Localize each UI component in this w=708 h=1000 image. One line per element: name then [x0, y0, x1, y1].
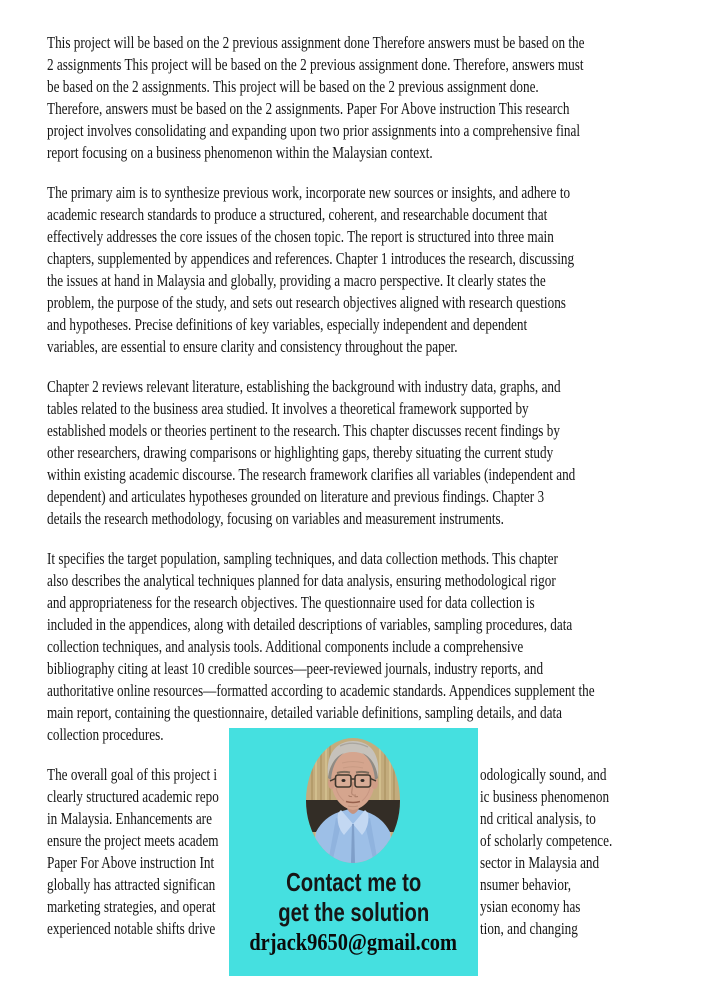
text-line: collection procedures.: [47, 725, 164, 744]
text-line: collection techniques, and analysis tools. Additional components include a comprehensive: [47, 637, 524, 656]
paragraph-4: [47, 548, 661, 746]
text-line-split: Paper For Above instruction Int sector in Malaysia and: [47, 853, 600, 872]
contact-overlay-card: [229, 728, 478, 976]
text-line: Chapter 2 reviews relevant literature, establishing the background with industry data, graphs, and: [47, 377, 561, 396]
text-line-split: globally has attracted significan nsumer behavior,: [47, 875, 572, 894]
text-line: be based on the 2 assignments. This project will be based on the 2 previous assignment done.: [47, 77, 539, 96]
text-line: included in the appendices, along with detailed descriptions of variables, sampling procedures, data: [47, 615, 573, 634]
contact-heading-line1-text: Contact me to: [285, 867, 422, 897]
text-line: 2 assignments This project will be based on the 2 previous assignment done. Therefore, answers must: [47, 55, 584, 74]
elderly-man-portrait-icon: [306, 738, 400, 863]
contact-heading-line2-text: get the solution: [278, 897, 429, 927]
contact-heading-line2: [229, 897, 478, 927]
text-line: effectively addresses the core issues of the chosen topic. The report is structured into three main: [47, 227, 554, 246]
contact-email-text: drjack9650@gmail.com: [249, 930, 458, 956]
text-line: chapters, supplemented by appendices and references. Chapter 1 introduces the research, discussing: [47, 249, 575, 268]
text-line: authoritative online resources—formatted according to academic standards. Appendices supplement the: [47, 681, 595, 700]
paragraph-1: [47, 32, 661, 164]
text-line: This project will be based on the 2 previous assignment done Therefore answers must be based on the: [47, 33, 585, 52]
text-line-split: in Malaysia. Enhancements are nd critical analysis, to: [47, 809, 596, 828]
text-line: academic research standards to produce a structured, coherent, and researchable document that: [47, 205, 548, 224]
contact-email: [229, 928, 478, 958]
text-line: also describes the analytical techniques planned for data analysis, ensuring methodological rigor: [47, 571, 556, 590]
text-line-split: experienced notable shifts drive tion, and changing: [47, 919, 578, 938]
paragraph-2: [47, 182, 661, 358]
text-line: variables, are essential to ensure clarity and consistency throughout the paper.: [47, 337, 458, 356]
text-line-split: ensure the project meets academ of scholarly competence.: [47, 831, 613, 850]
text-line: tables related to the business area studied. It involves a theoretical framework supported by: [47, 399, 529, 418]
text-line: and appropriateness for the research objectives. The questionnaire used for data collection is: [47, 593, 535, 612]
text-line: main report, containing the questionnaire, detailed variable definitions, sampling details, and data: [47, 703, 563, 722]
text-line: established models or theories pertinent to the research. This chapter discusses recent findings by: [47, 421, 560, 440]
text-line: project involves consolidating and expanding upon two prior assignments into a comprehensive final: [47, 121, 581, 140]
text-line: It specifies the target population, sampling techniques, and data collection methods. This chapter: [47, 549, 558, 568]
text-line: dependent) and articulates hypotheses grounded on literature and previous findings. Chapter 3: [47, 487, 545, 506]
text-line: bibliography citing at least 10 credible sources—peer-reviewed journals, industry reports, and: [47, 659, 544, 678]
text-line: report focusing on a business phenomenon within the Malaysian context.: [47, 143, 433, 162]
text-line: other researchers, drawing comparisons or highlighting gaps, thereby situating the current study: [47, 443, 554, 462]
text-line: the issues at hand in Malaysia and globally, providing a macro perspective. It clearly states the: [47, 271, 546, 290]
text-line: details the research methodology, focusing on variables and measurement instruments.: [47, 509, 504, 528]
paragraph-3: [47, 376, 661, 530]
contact-heading-line1: [229, 867, 478, 897]
text-line-split: clearly structured academic repo ic business phenomenon: [47, 787, 610, 806]
text-line-split: marketing strategies, and operat ysian economy has: [47, 897, 581, 916]
text-line: The primary aim is to synthesize previous work, incorporate new sources or insights, and adhere to: [47, 183, 571, 202]
text-line-split: The overall goal of this project i odologically sound, and: [47, 765, 607, 784]
contact-photo: [306, 738, 400, 863]
text-line: problem, the purpose of the study, and sets out research objectives aligned with research questions: [47, 293, 566, 312]
text-line: Therefore, answers must be based on the 2 assignments. Paper For Above instruction This research: [47, 99, 570, 118]
text-line: within existing academic discourse. The research framework clarifies all variables (independent and: [47, 465, 576, 484]
text-line: and hypotheses. Precise definitions of key variables, especially independent and dependent: [47, 315, 528, 334]
